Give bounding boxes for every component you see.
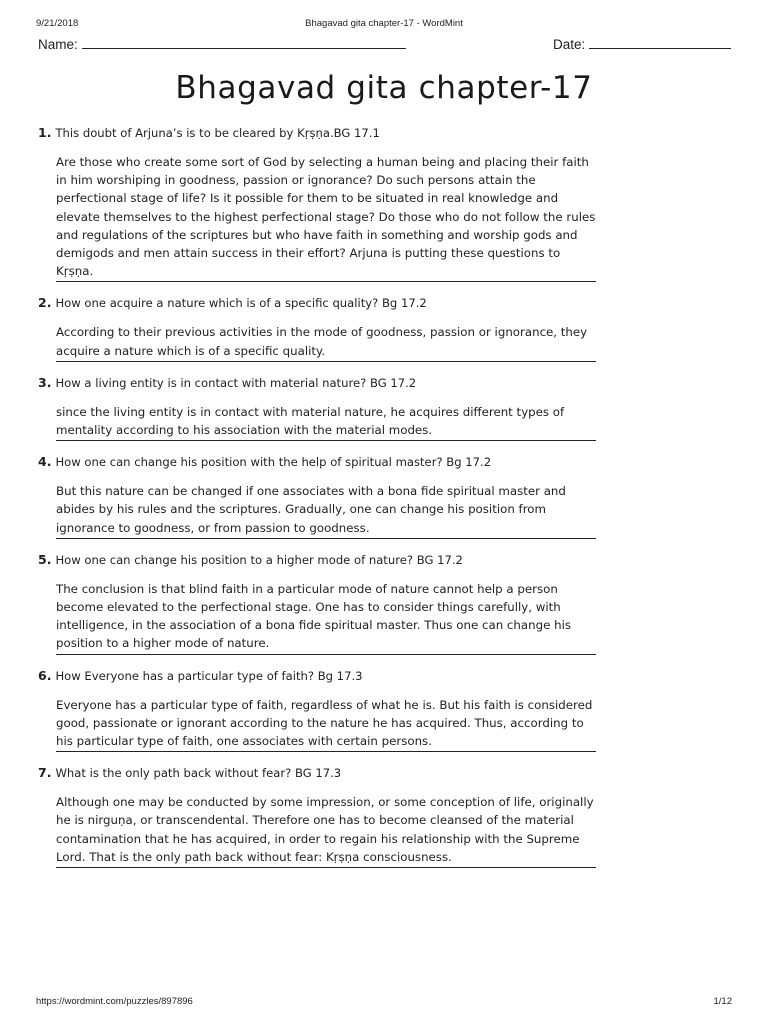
question-item xyxy=(38,374,598,441)
question-line xyxy=(38,764,598,782)
date-blank-line xyxy=(589,36,731,49)
question-text: This doubt of Arjuna’s is to be cleared by Kṛṣṇa.BG 17.1 xyxy=(55,126,380,140)
question-line xyxy=(38,551,598,569)
answer-text: Are those who create some sort of God by selecting a human being and placing their faith in him worshiping in goodness, passion or ignorance? Do such persons attain the perfectional stage of life? Is it possible for them to be situated in real knowledge and elevate themselves to the highest perfectional stage? Do those who do not follow the rules and regulations of the scriptures but who have faith in something and worship gods and demigods and men attain success in their effort? Arjuna is putting these questions to Kṛṣṇa. xyxy=(56,153,596,282)
date-label: Date: xyxy=(553,37,586,52)
print-date: 9/21/2018 xyxy=(36,18,79,29)
name-label: Name: xyxy=(38,37,78,52)
print-page-number: 1/12 xyxy=(713,996,732,1007)
question-line xyxy=(38,294,598,312)
question-text: How a living entity is in contact with material nature? BG 17.2 xyxy=(55,375,417,390)
name-blank-line xyxy=(82,36,406,49)
question-text: How Everyone has a particular type of faith? Bg 17.3 xyxy=(55,668,363,683)
question-number: 7. xyxy=(38,765,52,781)
question-line xyxy=(38,374,598,392)
print-url: https://wordmint.com/puzzles/897896 xyxy=(36,996,193,1007)
answer-text: The conclusion is that blind faith in a particular mode of nature cannot help a person become elevated to the perfectional stage. One has to consider things carefully, with intelligence, in the association of a bona fide spiritual master. Thus one can change his position to a higher mode of nature. xyxy=(56,580,596,655)
question-number: 4. xyxy=(38,454,52,470)
question-item xyxy=(38,764,598,868)
date-field xyxy=(553,36,731,52)
question-item xyxy=(38,667,598,753)
question-item xyxy=(38,294,598,361)
name-field xyxy=(38,36,406,52)
question-item xyxy=(38,124,598,282)
question-text: What is the only path back without fear? BG 17.3 xyxy=(55,766,342,781)
question-line xyxy=(38,667,598,685)
question-number: 5. xyxy=(38,551,52,567)
print-page-title: Bhagavad gita chapter-17 - WordMint xyxy=(305,18,463,29)
question-line xyxy=(38,453,598,471)
question-number: 2. xyxy=(38,295,52,311)
page-title: Bhagavad gita chapter-17 xyxy=(175,70,593,106)
question-item xyxy=(38,551,598,655)
print-footer xyxy=(36,996,732,1010)
question-text: How one can change his position to a higher mode of nature? BG 17.2 xyxy=(55,552,463,567)
answer-text: Everyone has a particular type of faith, regardless of what he is. But his faith is considered good, passionate or ignorant according to the nature he has acquired. Thus, according to his particular type of faith, one associates with certain persons. xyxy=(56,696,596,753)
answer-text: since the living entity is in contact with material nature, he acquires different types of mentality according to his association with the material modes. xyxy=(56,403,596,441)
question-number: 1. xyxy=(38,125,52,140)
question-number: 3. xyxy=(38,374,52,390)
answer-text: According to their previous activities in the mode of goodness, passion or ignorance, they acquire a nature which is of a specific quality. xyxy=(56,323,596,361)
question-item xyxy=(38,453,598,539)
answer-text: Although one may be conducted by some impression, or some conception of life, originally he is nirguṇa, or transcendental. Therefore one has to become cleansed of the material contamination that he has acquired, in order to regain his relationship with the Supreme Lord. That is the only path back without fear: Kṛṣṇa consciousness. xyxy=(56,793,596,868)
question-text: How one can change his position with the help of spiritual master? Bg 17.2 xyxy=(55,455,492,470)
question-number: 6. xyxy=(38,667,52,683)
print-header xyxy=(36,18,732,32)
answer-text: But this nature can be changed if one associates with a bona fide spiritual master and abides by his rules and the scriptures. Gradually, one can change his position from ignorance to goodness, or from passion to goodness. xyxy=(56,482,596,539)
question-line xyxy=(38,124,598,142)
question-list xyxy=(38,124,598,880)
question-text: How one acquire a nature which is of a specific quality? Bg 17.2 xyxy=(55,296,427,311)
